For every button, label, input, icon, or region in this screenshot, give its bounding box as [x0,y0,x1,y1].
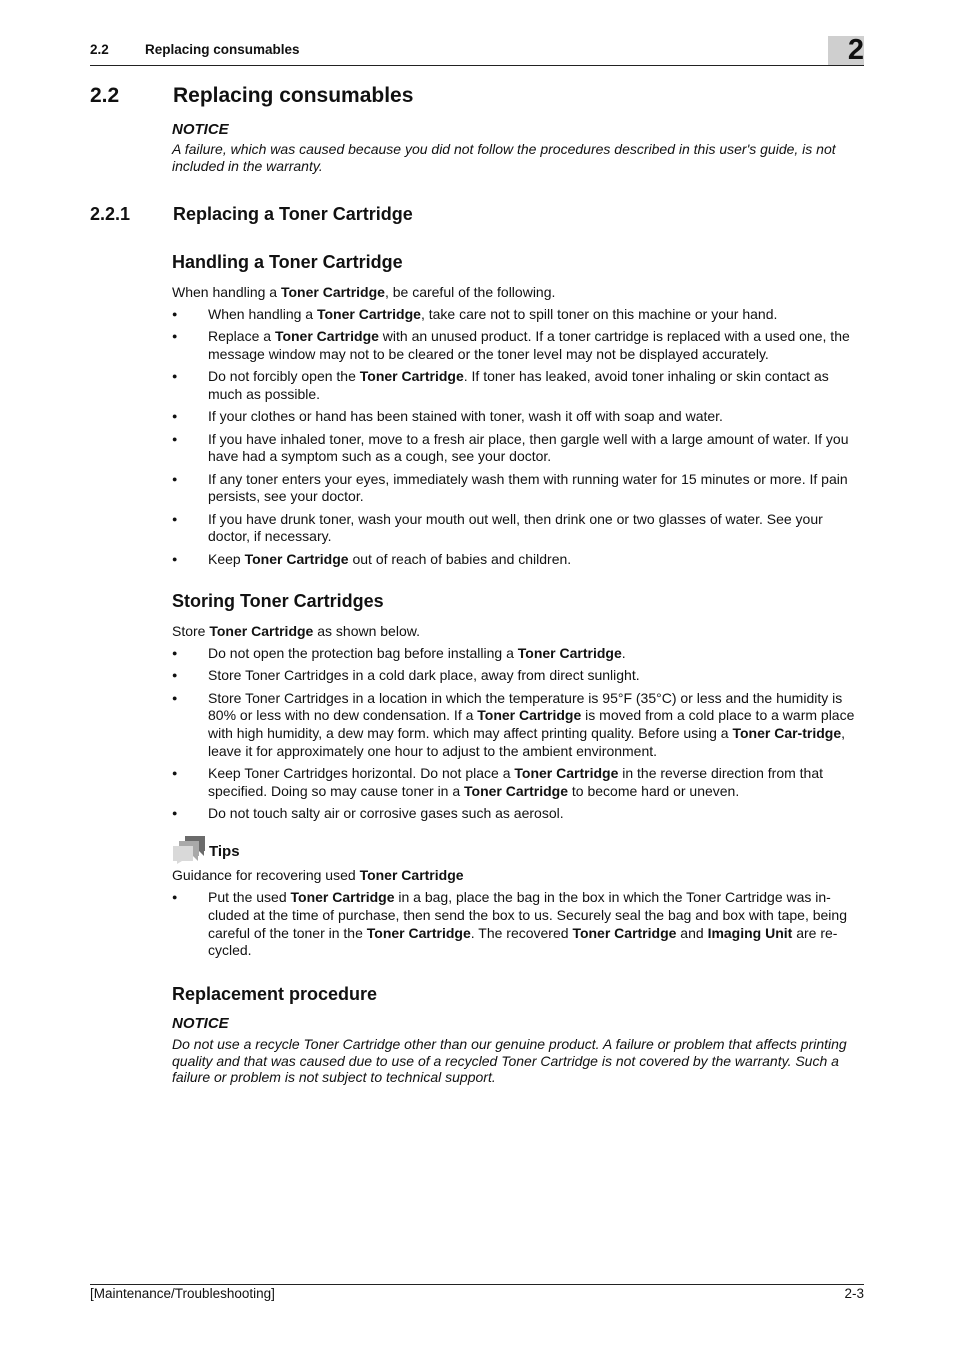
section-number: 2.2 [90,84,120,107]
footer-page-number: 2-3 [844,1286,864,1301]
notice-text: A failure, which was caused because you did not follow the procedures described in this user's guide, is not included in the warranty. [172,141,836,174]
bullet-item [172,765,864,801]
bullet-item [172,645,864,663]
text-run: is moved from a cold place to a warm place with high humidity, a dew may form. which may affect printing quality. Before using a [208,707,855,741]
subsection-heading [90,204,413,225]
bold-term: Toner Cartridge [366,924,471,941]
bold-term: Toner Cartridge [209,623,314,639]
storing-intro [172,623,864,641]
text-run: If your clothes or hand has been stained with toner, wash it off with soap and water. [208,408,723,425]
chapter-tab [828,36,864,65]
text-run: If you have drunk toner, wash your mouth out well, then drink one or two glasses of water. See your doctor, if necessary. [208,510,823,545]
bullet-item [172,690,864,761]
running-header-section-title: Replacing consumables [145,42,300,57]
text-run: , leave it for approximately one hour to adjust to the ambient environment. [208,725,845,759]
text-run: in a bag, place the bag in the box in which the Toner Cartridge was in-cluded at the time of purchase, then send the box to us. Securely seal the bag and box with tape, being careful of the toner in the [208,889,847,941]
text-run: Store [172,623,210,639]
text-run: Store Toner Cartridges in a location in which the temperature is 95°F (35°C) or less and the humidity is 80% or less with no dew condensation. If a [208,689,843,724]
text-run: Do not touch salty air or corrosive gases such as aerosol. [208,805,564,821]
bold-term: Imaging Unit [707,924,793,941]
text-run: . [621,645,626,661]
handling-intro [172,284,864,302]
text-run: out of reach of babies and children. [348,550,572,567]
text-run: with an unused product. If a toner cartridge is replaced with a used one, the message window may not to be cleared or the toner level may not be displayed accurately. [208,328,850,362]
text-run: , be careful of the following. [384,284,556,300]
subsection-title: Replacing a Toner Cartridge [173,204,413,224]
bold-term: Toner Cartridge [572,924,677,941]
bold-term: Toner Cartridge [517,645,622,661]
text-run: and [676,924,708,941]
bold-term: Toner Cartridge [290,889,395,905]
storing-list [172,645,864,827]
notice-title: NOTICE [172,121,229,138]
bold-term: Toner Cartridge [359,867,464,883]
running-header [90,34,864,66]
bullet-item [172,511,864,547]
replacement-heading: Replacement procedure [172,984,378,1004]
text-run: Do not open the protection bag before installing a [208,645,518,661]
text-run: Put the used [208,889,291,905]
storing-heading: Storing Toner Cartridges [172,591,384,611]
tips-list [172,889,864,965]
text-run: Do not forcibly open the [208,368,360,385]
handling-heading: Handling a Toner Cartridge [172,252,403,272]
tips-icon [173,834,207,864]
bold-term: Toner Cartridge [280,284,385,300]
text-run: When handling a [172,284,281,300]
bold-term: Toner Car-tridge [732,725,842,741]
text-run: Store Toner Cartridges in a cold dark place, away from direct sunlight. [208,667,640,684]
text-run: to become hard or uneven. [568,782,740,799]
text-run: in the reverse direction from that specified. Doing so may cause toner in a [208,765,824,799]
bold-term: Toner Cartridge [359,368,464,385]
section-heading [90,84,413,108]
text-run: as shown below. [313,623,420,639]
footer-document-title: [Maintenance/Troubleshooting] [90,1286,275,1301]
tips-label: Tips [209,843,240,860]
bullet-item [172,471,864,507]
text-run: . The recovered [470,924,573,941]
text-run: Replace a [208,328,275,345]
bullet-item [172,805,864,823]
text-run: Keep [208,550,245,567]
subsection-number: 2.2.1 [90,204,131,224]
bold-term: Toner Cartridge [244,550,349,567]
replacement-notice-text: Do not use a recycle Toner Cartridge other than our genuine product. A failure or problem that affects printing quality and that was caused due to use of a recycled Toner Cartridge is not covered by the warranty. Such a failure or problem is not subject to technical support. [172,1036,847,1085]
running-header-section-number: 2.2 [90,42,109,57]
section-title: Replacing consumables [173,84,414,107]
bold-term: Toner Cartridge [514,765,619,781]
bold-term: Toner Cartridge [464,782,569,799]
text-run: Guidance for recovering used [172,867,360,883]
bullet-item [172,551,864,569]
chapter-number: 2 [847,34,864,66]
replacement-notice-title: NOTICE [172,1015,229,1032]
bullet-item [172,408,864,426]
text-run: If any toner enters your eyes, immediately wash them with running water for 15 minutes or more. If pain persists, see your doctor. [208,470,848,505]
bold-term: Toner Cartridge [477,707,582,724]
footer-rule [90,1284,864,1285]
bullet-item [172,328,864,364]
bold-term: Toner Cartridge [316,306,421,322]
text-run: , take care not to spill toner on this machine or your hand. [420,306,778,322]
bullet-item [172,306,864,324]
tips-intro [172,867,864,885]
bullet-item [172,431,864,467]
text-run: . If toner has leaked, avoid toner inhaling or skin contact as much as possible. [208,368,829,402]
bold-term: Toner Cartridge [274,328,379,345]
bullet-item [172,667,864,685]
text-run: If you have inhaled toner, move to a fresh air place, then gargle well with a large amount of water. If you have had a symptom such as a cough, see your doctor. [208,430,849,465]
handling-list [172,306,864,573]
text-run: Keep Toner Cartridges horizontal. Do not place a [208,765,515,781]
text-run: When handling a [208,306,317,322]
text-run: are re-cycled. [208,924,838,959]
bullet-item [172,889,864,960]
bullet-item [172,368,864,404]
